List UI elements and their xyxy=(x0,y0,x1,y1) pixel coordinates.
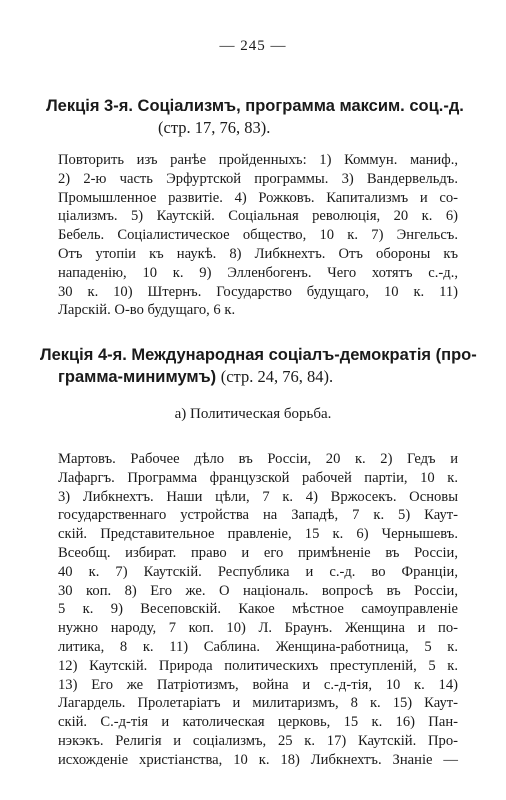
text-line: скій. Представительное правленіе, 15 к. 6) Чернышевъ. xyxy=(58,526,458,543)
text-line: 5 к. 9) Весеповскій. Какое мѣстное самоуправленіе xyxy=(58,601,458,618)
text-line: исхожденіе христіанства, 10 к. 18) Либкнехтъ. Знаніе — xyxy=(58,751,458,768)
text-line: 30 коп. 8) Его же. О національ. вопросѣ въ Россіи, xyxy=(58,582,458,599)
text-line: 3) Либкнехтъ. Наши цѣли, 7 к. 4) Вржосекъ. Основы xyxy=(58,488,458,505)
text-line: 12) Каутскій. Природа политическихъ преступленій, 5 к. xyxy=(58,657,458,674)
lecture-3-reading-list xyxy=(58,151,458,320)
lecture-3-pages: (стр. 17, 76, 83). xyxy=(158,118,271,137)
lecture-4-pages: (стр. 24, 76, 84). xyxy=(220,367,334,386)
text-line: Ларскій. О-во будущаго, 6 к. xyxy=(58,302,236,319)
text-line: литика, 8 к. 11) Саблина. Женщина-работница, 5 к. xyxy=(58,638,458,655)
text-line: нужно народу, 7 коп. 10) Л. Браунъ. Женщина и по- xyxy=(58,620,458,637)
section-heading-political-struggle: а) Политическая борьба. xyxy=(174,406,332,422)
text-line: Отъ утопіи къ наукѣ. 8) Либкнехтъ. Отъ обороны къ xyxy=(58,245,458,262)
text-line: Бебель. Соціалистическое общество, 10 к. 7) Энгельсъ. xyxy=(58,227,458,244)
text-line: Лагардель. Пролетаріатъ и милитаризмъ, 8 к. 15) Каут- xyxy=(58,695,458,712)
text-line: 2) 2-ю часть Эрфуртской программы. 3) Вандервельдъ. xyxy=(58,170,458,187)
text-line: Лафаргъ. Программа французской рабочей партіи, 10 к. xyxy=(58,469,458,486)
page-number: — 245 — xyxy=(219,38,287,54)
text-line: 40 к. 7) Каутскій. Республика и с.-д. во Франціи, xyxy=(58,563,458,580)
lecture-4-reading-list xyxy=(58,450,458,770)
text-line: Мартовъ. Рабочее дѣло въ Россіи, 20 к. 2) Гедъ и xyxy=(58,451,458,467)
lecture-4-heading xyxy=(40,345,477,388)
text-line: ціализмъ. 5) Каутскій. Соціальная революція, 20 к. 6) xyxy=(58,208,458,225)
lecture-4-title-line-2: грамма-минимумъ) xyxy=(58,368,217,386)
text-line: нападенію, 10 к. 9) Элленбогенъ. Чего хотятъ с.-д., xyxy=(58,264,458,281)
text-line: скій. С.-д-тія и католическая церковь, 15 к. 16) Пан- xyxy=(58,714,458,731)
lecture-4-title-line-1: Лекція 4-я. Международная соціалъ-демократія (про- xyxy=(40,346,477,364)
lecture-3-heading xyxy=(30,96,480,138)
lecture-3-title: Лекція 3-я. Соціализмъ, программа максим. соц.-д. xyxy=(46,97,464,115)
text-line: Повторить изъ ранѣе пройденныхъ: 1) Коммун. маниф., xyxy=(58,152,458,168)
text-line: государственнаго устройства на Западѣ, 7 к. 5) Каут- xyxy=(58,507,458,524)
text-line: 13) Его же Патріотизмъ, война и с.-д-тія, 10 к. 14) xyxy=(58,676,458,693)
text-line: 30 к. 10) Штернъ. Государство будущаго, 10 к. 11) xyxy=(58,283,458,300)
text-line: Всеобщ. избират. право и его примѣненіе въ Россіи, xyxy=(58,544,458,561)
text-line: нэкэкъ. Религія и соціализмъ, 25 к. 17) Каутскій. Про- xyxy=(58,732,458,749)
text-line: Промышленное развитіе. 4) Рожковъ. Капитализмъ и со- xyxy=(58,189,458,206)
